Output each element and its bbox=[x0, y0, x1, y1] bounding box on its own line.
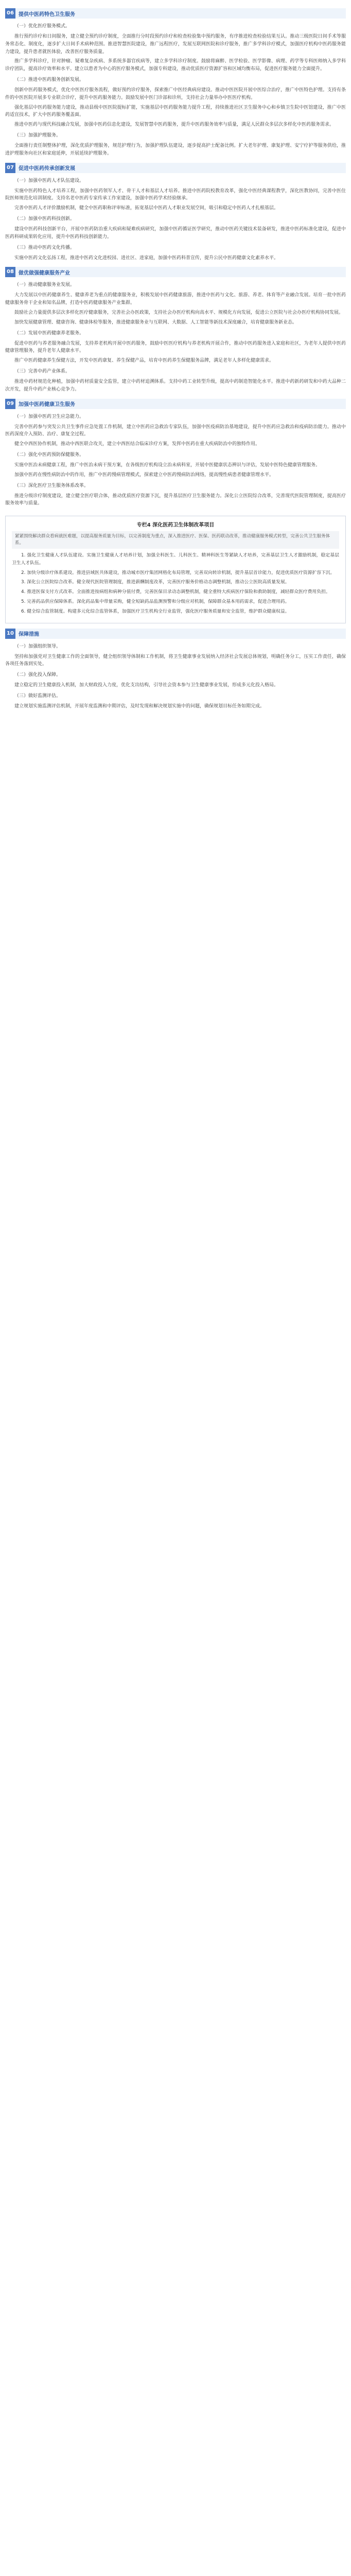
subsection-heading: （一）加强中医药人才队伍建设。 bbox=[14, 178, 84, 183]
paragraph: 推进中药材规范化种植，加强中药材质量安全监管，建立中药材追溯体系。支持中药工业转型升级，提高中药制造智能化水平。推进中药新药研发和中药大品种二次开发，提升中药产业核心竞争力。 bbox=[5, 379, 346, 392]
paragraph: 创新中医药服务模式，优化中医医疗服务流程，做好预约诊疗服务，探索推广中医经典病房建设。推动中医医院开展中医综合治疗，推广中医特色护理。支持有条件的中医医院开展多专业联合诊疗，提升中医药服务能力。鼓励发展中医门诊部和诊所，支持社会力量举办中医医疗机构。 bbox=[5, 87, 346, 100]
paragraph: 推广中医药健康养生保健方法，开发中医药康复、养生保健产品，培育中医药养生保健服务品牌，满足老年人多样化健康需求。 bbox=[14, 358, 274, 364]
box-paragraph: 4. 推进医保支付方式改革。全面推进按病组和病种分值付费，完善医保目录动态调整机制，健全重特大疾病医疗保险和救助制度，减轻群众医疗费用负担。 bbox=[21, 589, 330, 595]
paragraph: 加强中医药在慢性病防治中的作用，推广中医药慢病管理模式，探索建立中医药慢病防治网络，提高慢性病患者健康管理水平。 bbox=[14, 472, 274, 478]
section-header bbox=[5, 163, 346, 173]
box-intro: 紧紧围绕解决群众看病就医难题，以提高服务质量为目标，以完善制度为重点，深入推进医疗、医保、医药联动改革，推动健康服务模式转型，完善公共卫生服务体系。 bbox=[12, 531, 339, 549]
paragraph: 实施中医药特色人才培养工程，加强中医药领军人才、骨干人才和基层人才培养。推进中医药院校教育改革，强化中医经典课程教学，深化医教协同，完善中医住院医师规范化培训制度。支持名老中医药专家传承工作室建设，加强中医药学术经验继承。 bbox=[5, 188, 346, 201]
paragraph: 建立稳定的卫生健康投入机制，加大财政投入力度，优化支出结构，引导社会资本参与卫生健康事业发展，形成多元化投入格局。 bbox=[14, 683, 279, 688]
section-number: 08 bbox=[5, 267, 15, 277]
subsection-heading: （一）加强中医药卫生应急能力。 bbox=[14, 414, 84, 419]
section-header bbox=[5, 267, 346, 277]
section-number: 07 bbox=[5, 163, 15, 173]
section-header bbox=[5, 8, 346, 19]
subsection-heading: （二）发展中医药健康养老服务。 bbox=[14, 330, 84, 336]
paragraph: 推进中医药与现代科技融合发展，加强中医药信息化建设，发展智慧中医药服务，提升中医药服务效率与质量，满足人民群众多层次多样化中医药服务需求。 bbox=[14, 122, 335, 128]
paragraph: 推进分级诊疗制度建设，建立健全医疗联合体，推动优质医疗资源下沉，提升基层医疗卫生服务能力。深化公立医院综合改革，完善现代医院管理制度，提高医疗服务效率与质量。 bbox=[5, 493, 346, 506]
subsection-heading: （一）加强组织领导。 bbox=[14, 643, 61, 649]
paragraph: 鼓励社会力量提供多层次多样化医疗健康服务，完善社会办医政策，支持社会办医疗机构向高水平、规模化方向发展，促进公立医院与社会办医疗机构协同发展。 bbox=[14, 310, 344, 315]
paragraph: 完善中医药参与突发公共卫生事件应急处置工作机制，建立中医药应急救治专家队伍，加强中医疫病防治基地建设，提升中医药应急救治和疫病防治能力。推动中医药深度介入预防、治疗、康复全过程。 bbox=[5, 424, 346, 437]
box-title bbox=[12, 520, 339, 528]
subsection-heading: （三）深化医疗卫生服务体系改革。 bbox=[14, 483, 89, 488]
section-header bbox=[5, 629, 346, 639]
section-header bbox=[5, 399, 346, 409]
paragraph: 大力发展以中医药健康养生、健康养老为重点的健康服务业，积极发展中医药健康旅游，推进中医药与文化、旅游、养老、体育等产业融合发展。培育一批中医药健康服务骨干企业和知名品牌，打造中医药健康服务产业集群。 bbox=[5, 293, 346, 306]
column-box bbox=[5, 516, 346, 623]
box-paragraph: 2. 加快分级诊疗体系建设。推进县域医共体建设，推动城市医疗集团网格化布局管理，完善双向转诊机制，提升基层首诊能力，促进优质医疗资源扩容下沉。 bbox=[21, 570, 335, 575]
paragraph: 建立规划实施监测评估机制，开展年度监测和中期评估，及时发现和解决规划实施中的问题，确保规划目标任务如期完成。 bbox=[14, 704, 265, 709]
section-number: 06 bbox=[5, 8, 15, 19]
box-title-text: 专栏4 深化医药卫生体制改革项目 bbox=[136, 522, 215, 529]
paragraph: 加快发展健康管理、健康咨询、健康体检等服务，推进健康服务业与互联网、大数据、人工智能等新技术深度融合，培育健康服务新业态。 bbox=[14, 319, 297, 325]
paragraph: 全面推行责任制整体护理，深化优质护理服务，规范护理行为，加强护理队伍建设，逐步提高护士配备比例。扩大老年护理、康复护理、安宁疗护等服务供给，推进护理服务向社区和家庭延伸，开展延续护理服务。 bbox=[5, 143, 346, 156]
box-paragraph: 3. 深化公立医院综合改革。健全现代医院管理制度，推进薪酬制度改革，完善医疗服务价格动态调整机制，推动公立医院高质量发展。 bbox=[21, 580, 290, 585]
final-section bbox=[5, 629, 346, 710]
paragraph: 实施中医药文化弘扬工程，推进中医药文化进校园、进社区、进家庭，加强中医药科普宣传，提升公民中医药健康文化素养水平。 bbox=[14, 255, 279, 261]
paragraph: 推行预约诊疗和日间服务，建立健全预约诊疗制度，全面推行分时段预约诊疗和检查检验集中预约服务，有序推进检查检验结果互认。推动三级医院日间手术等服务常态化、制度化，逐步扩大日间手术病种范围。推进智慧医院建设，推广远程医疗，发展互联网医院和诊疗服务，推广多学科诊疗模式，加强医疗机构中医药服务能力建设，提升患者就医体验，改善医疗服务质量。 bbox=[5, 34, 346, 55]
paragraph: 完善中医药人才评价激励机制，健全中医药职称评审标准，拓宽基层中医药人才职业发展空间，吸引和稳定中医药人才扎根基层。 bbox=[14, 206, 279, 211]
subsection-heading: （二）强化中医药预防保健服务。 bbox=[14, 452, 84, 457]
subsection-heading: （二）推进中医药服务创新发展。 bbox=[14, 77, 84, 82]
section-number: 09 bbox=[5, 399, 15, 409]
subsection-heading: （三）做好监测评估。 bbox=[14, 693, 61, 699]
subsection-heading: （三）加强护理服务。 bbox=[14, 132, 61, 138]
subsection-heading: （三）完善中药产业体系。 bbox=[14, 368, 71, 374]
section-title: 做优做强健康服务产业 bbox=[19, 270, 70, 276]
subsection-heading: （一）推动健康服务业发展。 bbox=[14, 282, 75, 288]
section-title: 加强中医药健康卫生服务 bbox=[19, 402, 75, 408]
paragraph: 坚持和加强党对卫生健康工作的全面领导，健全组织领导体制和工作机制，将卫生健康事业发展纳入经济社会发展总体规划，明确任务分工，压实工作责任，确保各项任务落到实处。 bbox=[5, 654, 346, 667]
section-title: 促进中医药传承创新发展 bbox=[19, 166, 75, 172]
paragraph: 促进中医药与养老服务融合发展，支持养老机构开展中医药服务，鼓励中医医疗机构与养老机构开展合作，推动中医药服务进入家庭和社区，为老年人提供中医药健康管理服务，提升老年人健康水平。 bbox=[5, 341, 346, 354]
paragraph: 强化基层中医药服务能力建设，推动县级中医医院提标扩能，实施基层中医药服务能力提升工程，持续推进社区卫生服务中心和乡镇卫生院中医馆建设，推广中医药适宜技术，扩大中医药服务覆盖面。 bbox=[5, 105, 346, 118]
subsection-heading: （三）推动中医药文化传播。 bbox=[14, 245, 75, 250]
paragraph: 推广多学科诊疗，针对肿瘤、疑难复杂疾病、多系统多器官疾病等，建立多学科诊疗制度。鼓励将麻醉、医学检验、医学影像、病理、药学等专科医师纳入多学科诊疗团队，提高诊疗效率和水平。建立以患者为中心的医疗服务模式，加强专科建设，推动优质医疗资源扩容和区域均衡布局，促进医疗服务能力全面提升。 bbox=[5, 59, 346, 72]
paragraph: 实施中医治未病健康工程，推广中医治未病干预方案，在各级医疗机构设立治未病科室，开展中医健康状态辨识与评估，发展中医特色健康管理服务。 bbox=[14, 462, 321, 468]
paragraph: 建设中医药科技创新平台，开展中医药防治重大疾病和疑难疾病研究，加强中医药循证医学研究，推动中医药关键技术装备研发，推进中医药标准化建设，促进中医药科研成果转化应用，提升中医药科技创新能力。 bbox=[5, 226, 346, 240]
subsection-heading: （二）加强中医药科技创新。 bbox=[14, 216, 75, 222]
section-number: 10 bbox=[5, 629, 15, 639]
paragraph: 健全中西医协作机制，推动中西医联合攻关，建立中西医结合临床诊疗方案，发挥中医药在重大疾病防治中的独特作用。 bbox=[14, 442, 260, 447]
subsection-heading: （二）强化投入保障。 bbox=[14, 672, 61, 678]
box-paragraphs bbox=[12, 552, 339, 616]
box-paragraph: 5. 完善药品供应保障体系。深化药品集中带量采购，健全短缺药品监测预警和分级应对机制，保障群众基本用药需求，促进合理用药。 bbox=[21, 599, 290, 605]
section-title: 提供中医药特色卫生服务 bbox=[19, 11, 75, 18]
box-paragraph: 6. 健全综合监管制度。构建多元化综合监管体系，加强医疗卫生机构全行业监管，强化医疗服务质量和安全监管，维护群众健康权益。 bbox=[21, 608, 290, 614]
subsection-heading: （一）优化医疗服务模式。 bbox=[14, 24, 71, 29]
box-paragraph: 1. 强化卫生健康人才队伍建设。实施卫生健康人才培养计划，加强全科医生、儿科医生、精神科医生等紧缺人才培养，完善基层卫生人才激励机制，稳定基层卫生人才队伍。 bbox=[12, 553, 339, 566]
section-title: 保障措施 bbox=[19, 632, 39, 638]
sections-container bbox=[5, 8, 346, 507]
